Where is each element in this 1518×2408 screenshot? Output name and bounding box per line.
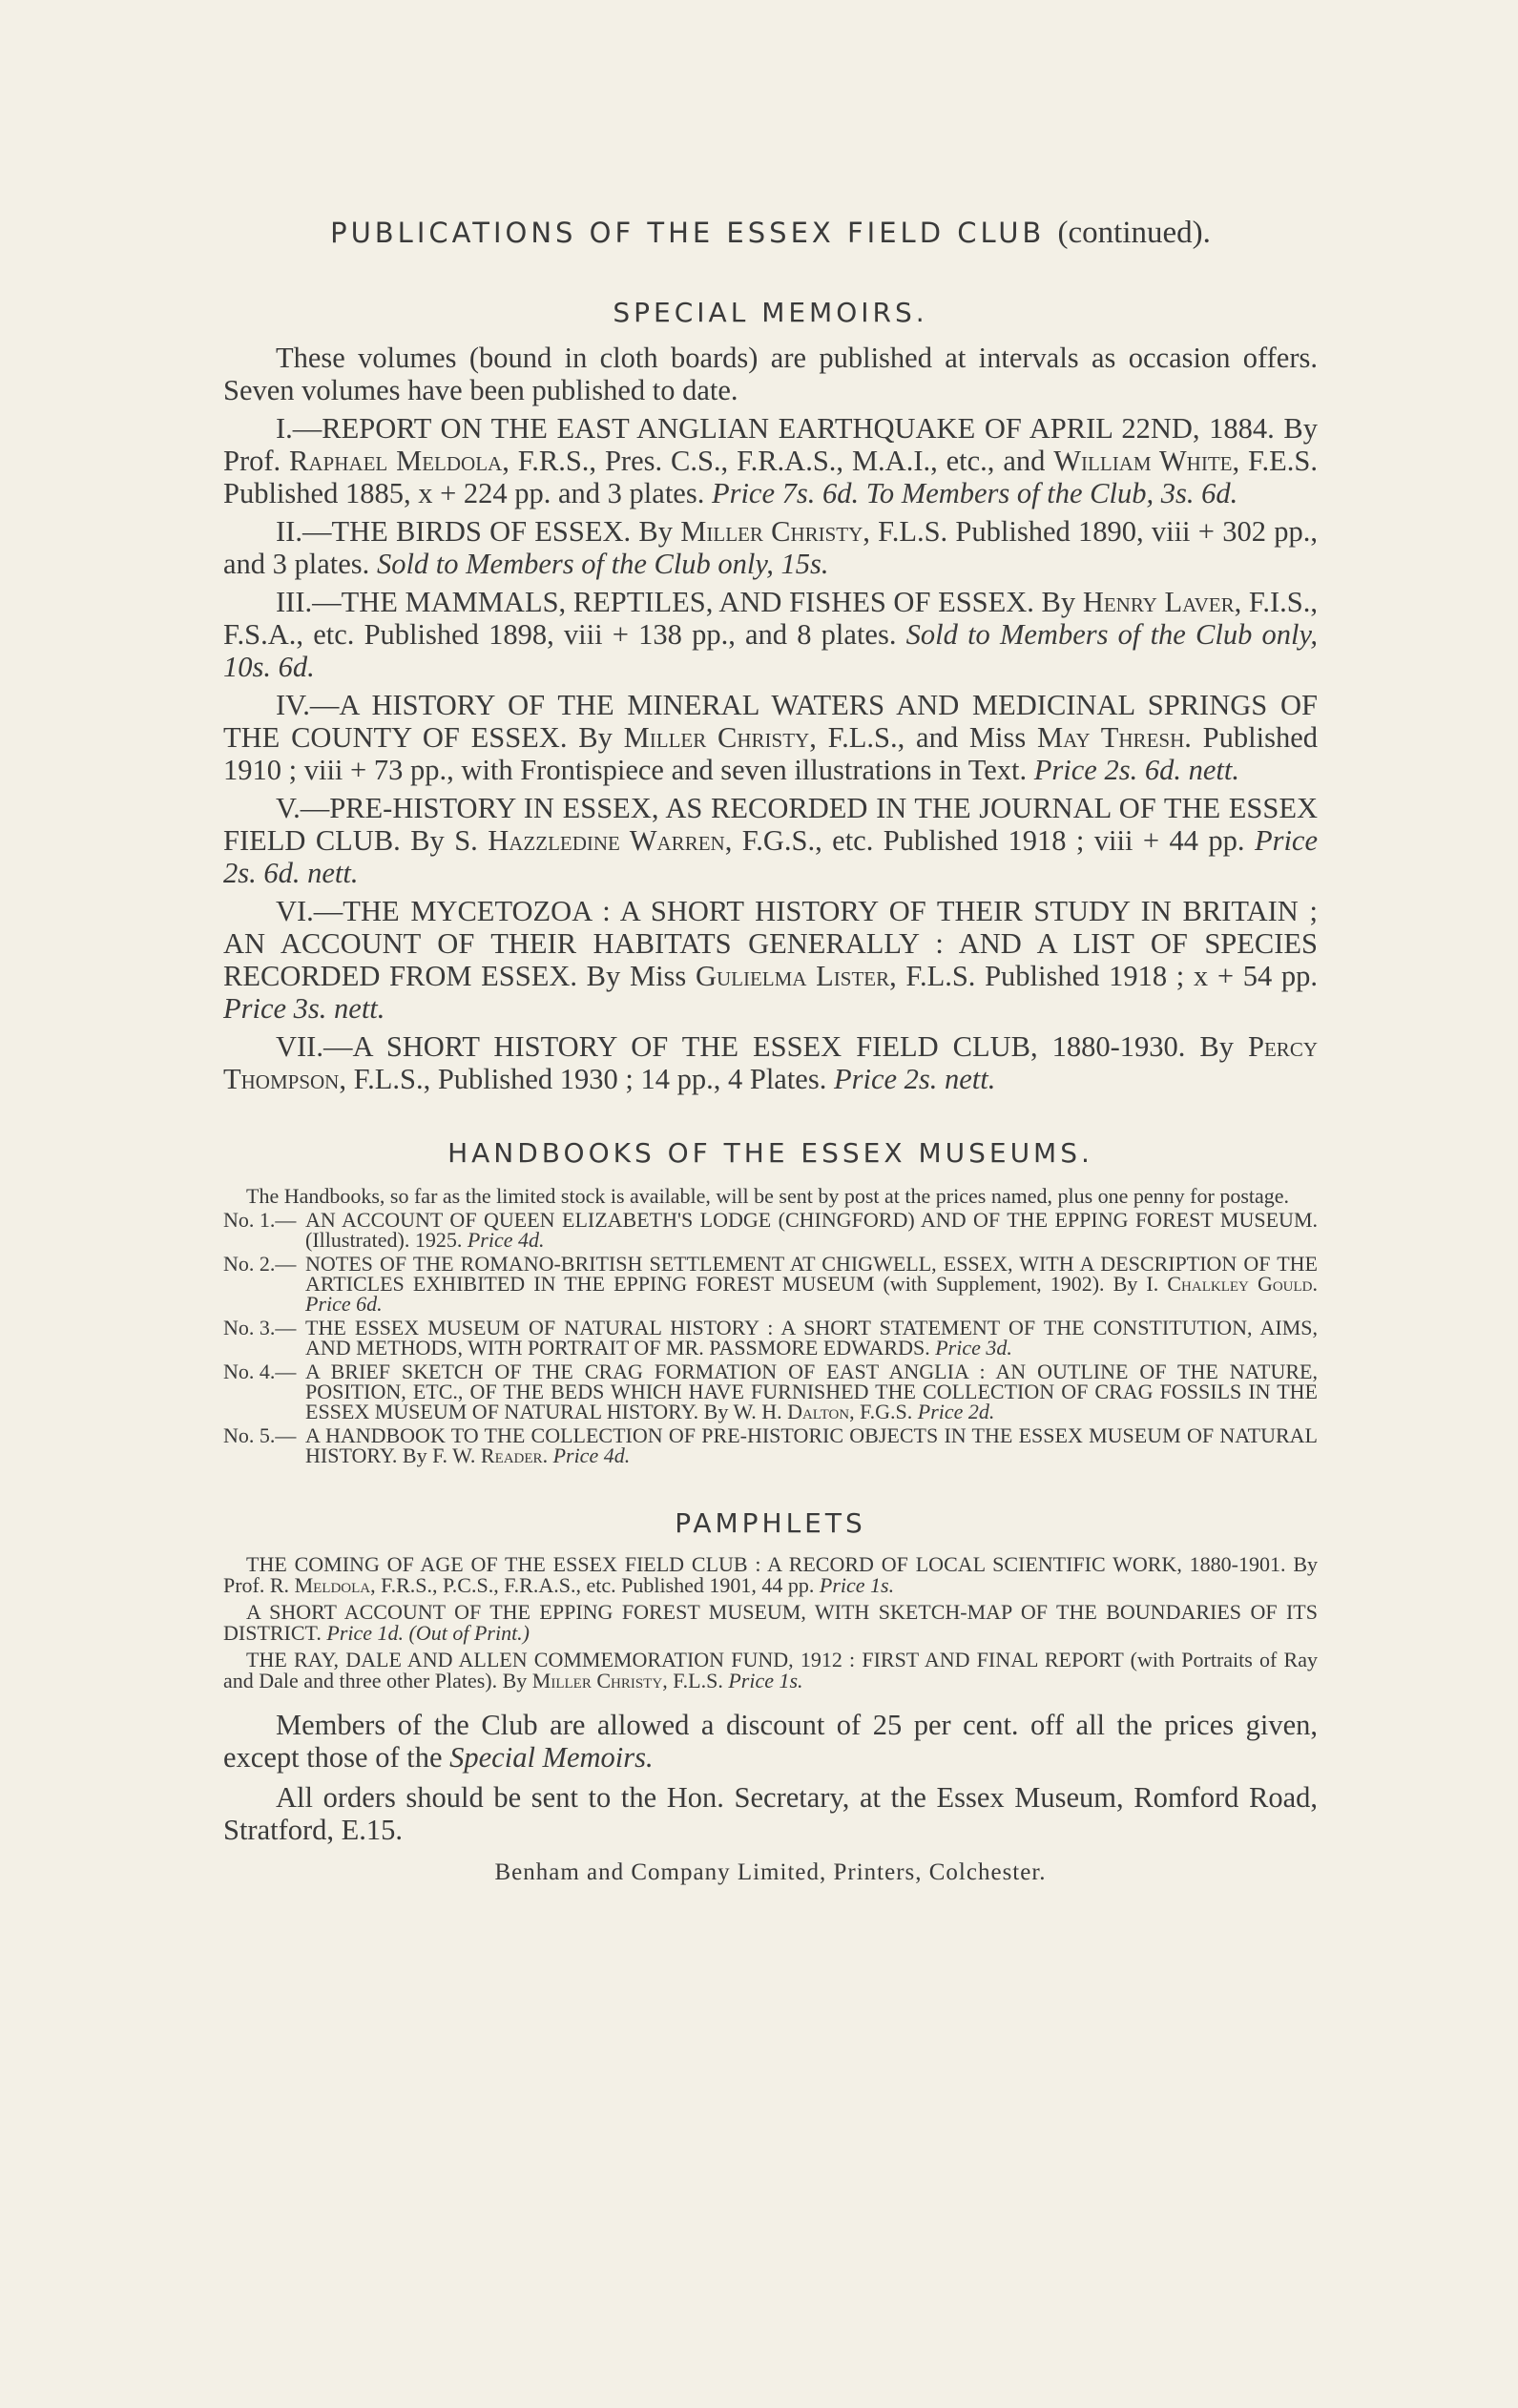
pamphlet-item-3: THE RAY, DALE AND ALLEN COMMEMORATION FUND, 1912 : FIRST AND FINAL REPORT (with Portraits of Ray and Dale and three other Plates). By Miller Christy, F.L.S. Price 1s. [223,1648,1318,1692]
handbook-item-3: No. 3.— THE ESSEX MUSEUM OF NATURAL HISTORY : A SHORT STATEMENT OF THE CONSTITUTION, AIMS, AND METHODS, WITH PORTRAIT OF MR. PASSMORE EDWARDS. Price 3d. [223,1316,1318,1360]
memoir-item-6: VI.—THE MYCETOZOA : A SHORT HISTORY OF THEIR STUDY IN BRITAIN ; AN ACCOUNT OF THEIR HABITATS GENERALLY : AND A LIST OF SPECIES RECORDED FROM ESSEX. By Miss Gulielma Lister, F.L.S. Published 1918 ; x + 54 pp. Price 3s. nett. [223,895,1318,1025]
handbooks-section [223,1137,1318,1465]
handbook-item-4: No. 4.— A BRIEF SKETCH OF THE CRAG FORMATION OF EAST ANGLIA : AN OUTLINE OF THE NATURE, POSITION, ETC., OF THE BEDS WHICH HAVE FURNISHED THE COLLECTION OF CRAG FOSSILS IN THE ESSEX MUSEUM OF NATURAL HISTORY. By W. H. Dalton, F.G.S. Price 2d. [223,1360,1318,1423]
page-title: PUBLICATIONS OF THE ESSEX FIELD CLUB [330,217,1046,249]
memoir-item-2: II.—THE BIRDS OF ESSEX. By Miller Christy, F.L.S. Published 1890, viii + 302 pp., and 3 plates. Sold to Members of the Club only, 15s. [223,515,1318,580]
special-memoirs-section [223,297,1318,1095]
pamphlet-item-2: A SHORT ACCOUNT OF THE EPPING FOREST MUSEUM, WITH SKETCH-MAP OF THE BOUNDARIES OF ITS DISTRICT. Price 1d. (Out of Print.) [223,1600,1318,1645]
pamphlets-heading: PAMPHLETS [675,1507,866,1539]
memoir-item-1: I.—REPORT ON THE EAST ANGLIAN EARTHQUAKE OF APRIL 22ND, 1884. By Prof. Raphael Meldola, F.R.S., Pres. C.S., F.R.A.S., M.A.I., etc., and William White, F.E.S. Published 1885, x + 224 pp. and 3 plates. Price 7s. 6d. To Members of the Club, 3s. 6d. [223,412,1318,509]
continued-note: (continued). [1057,216,1211,250]
memoir-item-5: V.—PRE-HISTORY IN ESSEX, AS RECORDED IN THE JOURNAL OF THE ESSEX FIELD CLUB. By S. Hazzledine Warren, F.G.S., etc. Published 1918 ; viii + 44 pp. Price 2s. 6d. nett. [223,792,1318,889]
handbook-item-1: No. 1.— AN ACCOUNT OF QUEEN ELIZABETH'S LODGE (CHINGFORD) AND OF THE EPPING FOREST MUSEUM. (Illustrated). 1925. Price 4d. [223,1208,1318,1252]
pamphlets-section [223,1507,1318,1692]
special-memoirs-heading: SPECIAL MEMOIRS. [613,297,928,328]
pamphlet-item-1: THE COMING OF AGE OF THE ESSEX FIELD CLUB : A RECORD OF LOCAL SCIENTIFIC WORK, 1880-1901. By Prof. R. Meldola, F.R.S., P.C.S., F.R.A.S., etc. Published 1901, 44 pp. Price 1s. [223,1552,1318,1597]
handbook-item-2: No. 2.— NOTES OF THE ROMANO-BRITISH SETTLEMENT AT CHIGWELL, ESSEX, WITH A DESCRIPTION OF THE ARTICLES EXHIBITED IN THE EPPING FOREST MUSEUM (with Supplement, 1902). By I. Chalkley Gould. Price 6d. [223,1252,1318,1316]
memoir-item-4: IV.—A HISTORY OF THE MINERAL WATERS AND MEDICINAL SPRINGS OF THE COUNTY OF ESSEX. By Miller Christy, F.L.S., and Miss May Thresh. Published 1910 ; viii + 73 pp., with Frontispiece and seven illustrations in Text. Price 2s. 6d. nett. [223,689,1318,786]
page-heading [223,216,1318,251]
closing-notes [223,1709,1318,1846]
orders-note: All orders should be sent to the Hon. Secretary, at the Essex Museum, Romford Road, Stratford, E.15. [223,1781,1318,1846]
memoir-item-3: III.—THE MAMMALS, REPTILES, AND FISHES OF ESSEX. By Henry Laver, F.I.S., F.S.A., etc. Published 1898, viii + 138 pp., and 8 plates. Sold to Members of the Club only, 10s. 6d. [223,586,1319,683]
discount-note: Members of the Club are allowed a discount of 25 per cent. off all the prices given, except those of the Special Memoirs. [223,1709,1318,1774]
printer-imprint: Benham and Company Limited, Printers, Colchester. [494,1859,1047,1885]
handbooks-heading: HANDBOOKS OF THE ESSEX MUSEUMS. [447,1137,1093,1169]
special-memoirs-intro: These volumes (bound in cloth boards) are published at intervals as occasion offers. Seven volumes have been published to date. [223,342,1318,406]
handbook-item-5: No. 5.— A HANDBOOK TO THE COLLECTION OF PRE-HISTORIC OBJECTS IN THE ESSEX MUSEUM OF NATURAL HISTORY. By F. W. Reader. Price 4d. [223,1423,1318,1467]
handbooks-intro: The Handbooks, so far as the limited stock is available, will be sent by post at the prices named, plus one penny for postage. [246,1184,1290,1208]
memoir-item-7: VII.—A SHORT HISTORY OF THE ESSEX FIELD CLUB, 1880-1930. By Percy Thompson, F.L.S., Published 1930 ; 14 pp., 4 Plates. Price 2s. nett. [223,1030,1318,1095]
